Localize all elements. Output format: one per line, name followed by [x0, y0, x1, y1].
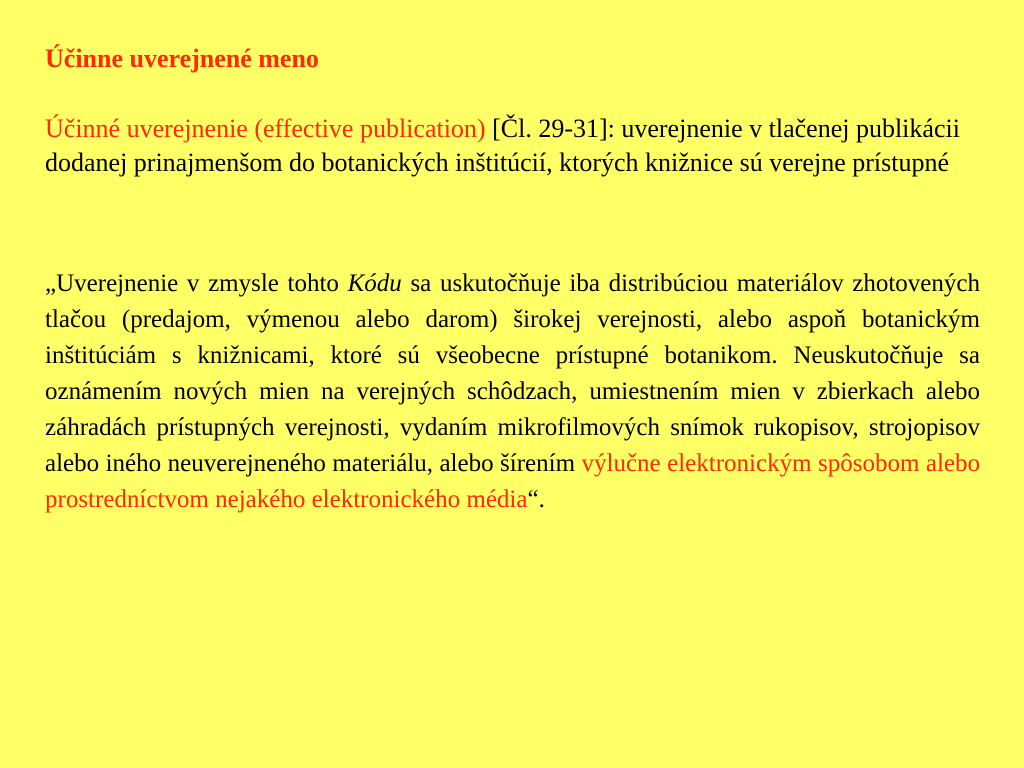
- definition-term: Účinné uverejnenie (effective publication): [45, 114, 486, 143]
- quote-part-2: sa uskutočňuje iba distribúciou materiálov zhotovených tlačou (predajom, výmenou alebo darom) širokej verejnosti, alebo aspoň botanickým inštitúciám s knižnicami, ktoré sú všeobecne prístupné botanikom. Neuskutočňuje sa oznámením nových mien na verejných schôdzach, umiestnením mien v zbierkach alebo záhradách prístupných verejnosti, vydaním mikrofilmových snímok rukopisov, strojopisov alebo iného neuverejneného materiálu, alebo šírením: [45, 270, 980, 477]
- quote-paragraph: [45, 266, 980, 518]
- quote-highlight: výlučne elektronickým spôsobom alebo prostredníctvom nejakého elektronického média: [45, 450, 980, 513]
- slide: [45, 42, 980, 518]
- quote-italic-term: Kódu: [347, 270, 402, 297]
- definition-text: [Čl. 29-31]: uverejnenie v tlačenej publikácii dodanej prinajmenšom do botanických inštitúcií, ktorých knižnice sú verejne prístupné: [45, 114, 960, 177]
- quote-end: “.: [527, 486, 545, 513]
- quote-part-1: „Uverejnenie v zmysle tohto: [45, 270, 348, 297]
- definition-paragraph: [45, 112, 980, 180]
- slide-title: Účinne uverejnené meno: [45, 44, 319, 73]
